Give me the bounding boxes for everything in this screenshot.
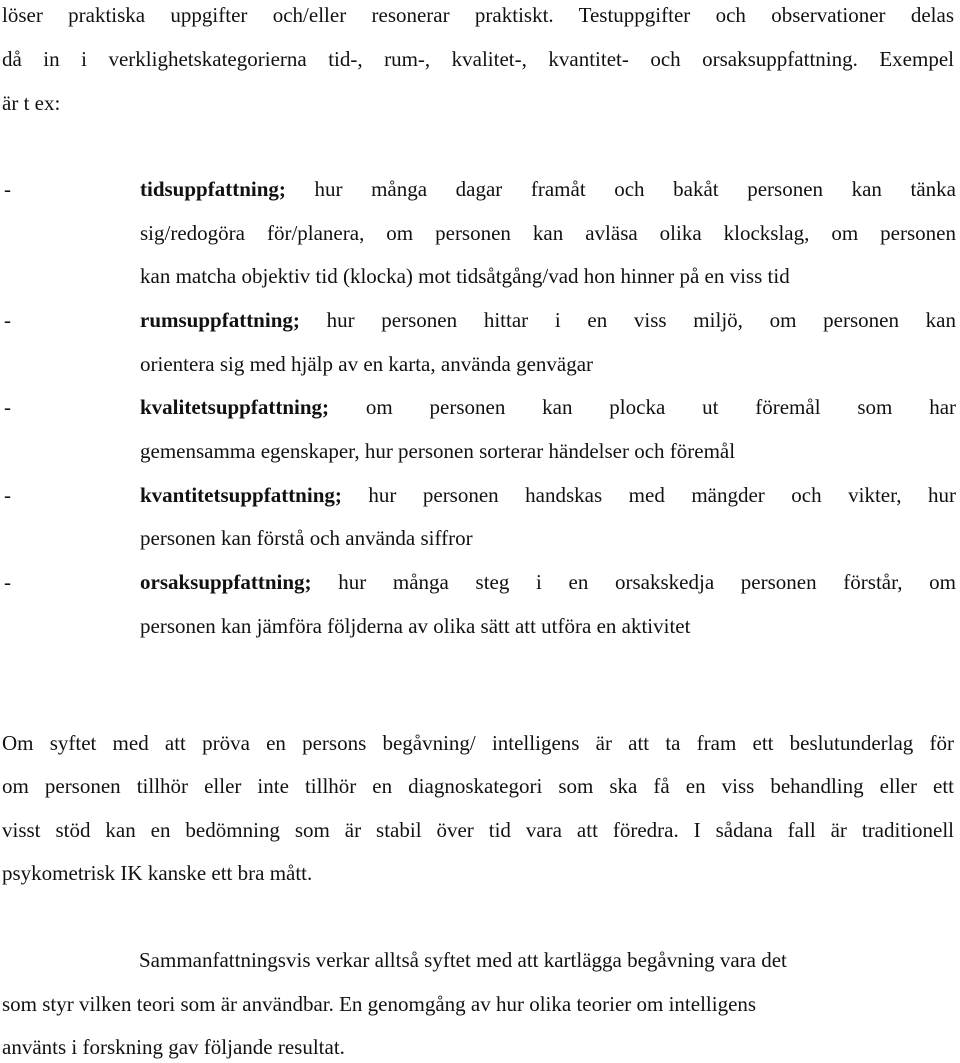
bullet-term: kvalitetsuppfattning; — [140, 395, 330, 419]
bullet-first-line — [140, 176, 956, 202]
bullet-dash: - — [4, 570, 11, 594]
intro-line-1: löser praktiska uppgifter och/eller resonerar praktiskt. Testuppgifter och observationer delas — [2, 3, 954, 27]
bullet-term: orsaksuppfattning; — [140, 570, 312, 594]
bullet-text: gemensamma egenskaper, hur personen sorterar händelser och föremål — [140, 439, 736, 463]
bullet-first-line — [140, 482, 956, 508]
paragraph-line: Sammanfattningsvis verkar alltså syftet med att kartlägga begåvning vara det — [139, 948, 787, 972]
bullet-first-line — [140, 307, 956, 333]
bullet-text: hur personen hittar i en viss miljö, om personen kan — [326, 308, 956, 332]
paragraph-line: Om syftet med att pröva en persons begåvning/ intelligens är att ta fram ett beslutunderlag för — [2, 731, 954, 755]
bullet-text: hur personen handskas med mängder och vikter, hur — [368, 483, 956, 507]
paragraph-line: om personen tillhör eller inte tillhör en diagnoskategori som ska få en viss behandling eller ett — [2, 774, 954, 798]
bullet-text: om personen kan plocka ut föremål som har — [365, 395, 957, 419]
bullet-dash: - — [4, 177, 11, 201]
bullet-term: rumsuppfattning; — [140, 308, 300, 332]
bullet-text: orientera sig med hjälp av en karta, använda genvägar — [140, 352, 594, 376]
bullet-text: kan matcha objektiv tid (klocka) mot tidsåtgång/vad hon hinner på en viss tid — [140, 264, 790, 288]
bullet-first-line — [140, 569, 956, 595]
intro-line-3: är t ex: — [2, 91, 61, 115]
bullet-first-line — [140, 394, 956, 420]
paragraph-line: visst stöd kan en bedömning som är stabil över tid vara att föredra. I sådana fall är traditionell — [2, 818, 954, 842]
bullet-text: personen kan förstå och använda siffror — [140, 526, 473, 550]
bullet-term: kvantitetsuppfattning; — [140, 483, 342, 507]
intro-line-2: då in i verklighetskategorierna tid-, rum-, kvalitet-, kvantitet- och orsaksuppfattning. Exempel — [2, 47, 954, 71]
bullet-term: tidsuppfattning; — [140, 177, 286, 201]
bullet-text: hur många dagar framåt och bakåt personen kan tänka — [314, 177, 956, 201]
bullet-dash: - — [4, 483, 11, 507]
paragraph-line: använts i forskning gav följande resultat. — [2, 1035, 345, 1059]
paragraph-line: psykometrisk IK kanske ett bra mått. — [2, 861, 313, 885]
bullet-text: hur många steg i en orsakskedja personen förstår, om — [338, 570, 956, 594]
bullet-dash: - — [4, 308, 11, 332]
bullet-text: personen kan jämföra följderna av olika sätt att utföra en aktivitet — [140, 614, 691, 638]
bullet-text: sig/redogöra för/planera, om personen kan avläsa olika klockslag, om personen — [140, 221, 956, 245]
paragraph-line: som styr vilken teori som är användbar. En genomgång av hur olika teorier om intelligens — [2, 992, 757, 1016]
bullet-dash: - — [4, 395, 11, 419]
